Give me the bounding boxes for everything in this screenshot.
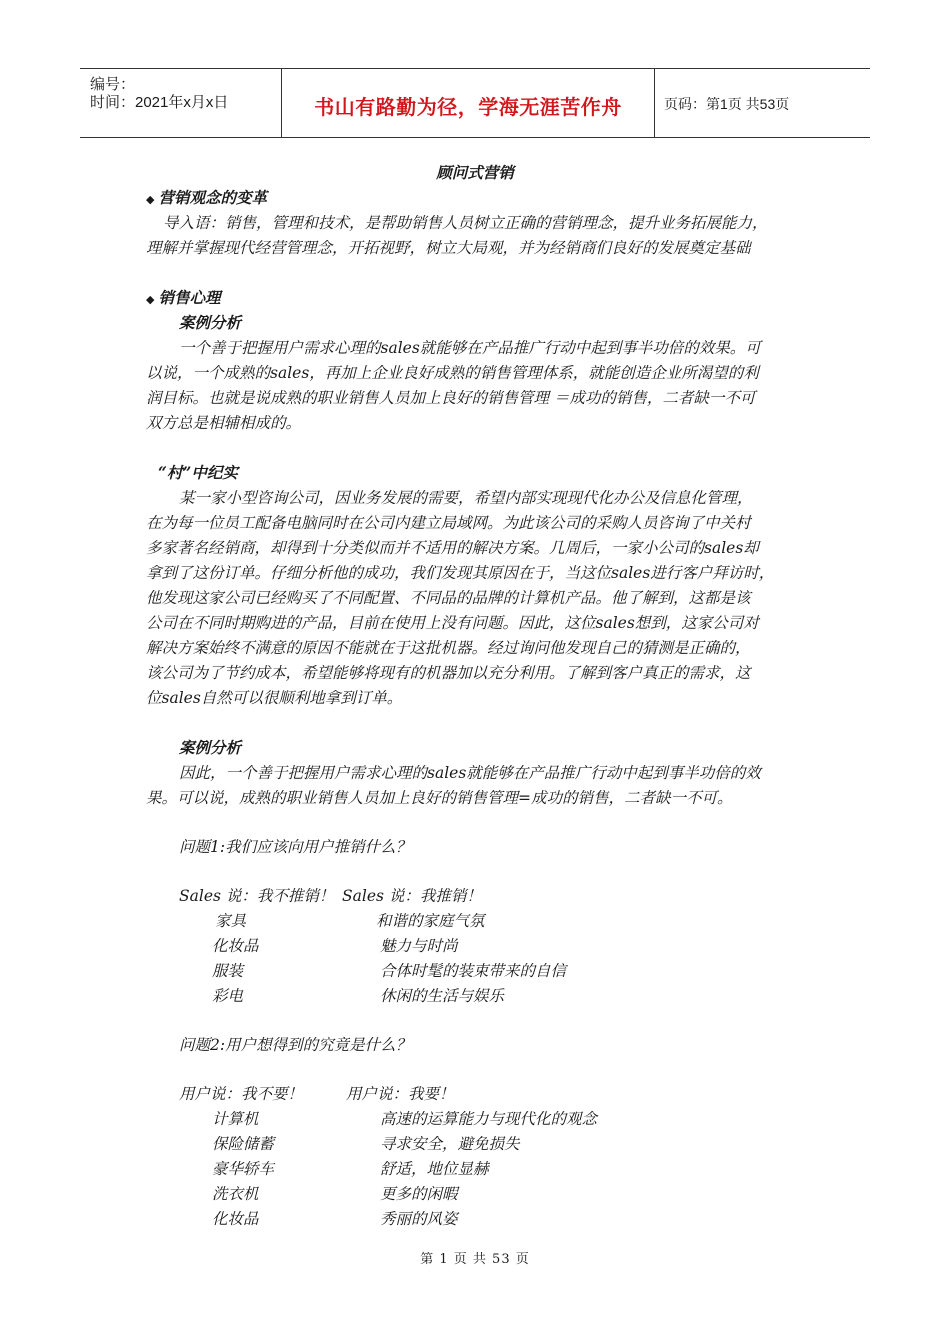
story-heading: “村”中纪实 xyxy=(158,463,238,482)
q1-item-right: 魅力与时尚 xyxy=(380,937,458,955)
paragraph-line: 润目标。也就是说成熟的职业销售人员加上良好的销售管理 ＝成功的销售，二者缺一不可 xyxy=(146,389,756,407)
page-number-label: 页码：第1页 共53页 xyxy=(664,96,790,112)
case-analysis-heading: 案例分析 xyxy=(179,738,242,757)
paragraph-line: 位sales自然可以很顺利地拿到订单。 xyxy=(146,689,403,707)
diamond-bullet-icon: ◆ xyxy=(146,193,155,206)
q1-item-right: 休闲的生活与娱乐 xyxy=(380,987,505,1005)
paragraph-line: 解决方案始终不满意的原因不能就在于这批机器。经过询问他发现自己的猜测是正确的， xyxy=(146,639,751,657)
serial-label: 编号： xyxy=(90,76,136,93)
q2-item-left: 计算机 xyxy=(212,1110,259,1128)
q2-item-right: 寻求安全，避免损失 xyxy=(380,1135,520,1153)
paragraph-line: 某一家小型咨询公司，因业务发展的需要，希望内部实现现代化办公及信息化管理， xyxy=(179,489,753,507)
q1-item-left: 化妆品 xyxy=(212,937,259,955)
q2-item-left: 化妆品 xyxy=(212,1210,259,1228)
page-header xyxy=(80,68,870,138)
header-meta-cell xyxy=(80,69,281,137)
case-analysis-heading: 案例分析 xyxy=(179,313,242,332)
header-page-cell xyxy=(654,69,870,137)
header-motto-cell xyxy=(281,69,655,137)
q1-header-right: Sales 说：我推销！ xyxy=(342,887,482,905)
q1-item-right: 合体时髦的装束带来的自信 xyxy=(380,962,567,980)
intro-line: 理解并掌握现代经营管理念，开拓视野，树立大局观，并为经销商们良好的发展奠定基础 xyxy=(146,239,751,257)
q2-item-right: 舒适，地位显赫 xyxy=(380,1160,489,1178)
question-2: 问题2:用户想得到的究竟是什么？ xyxy=(179,1036,412,1054)
section-heading-psychology: ◆ 销售心理 xyxy=(146,288,221,307)
paragraph-line: 他发现这家公司已经购买了不同配置、不同品的品牌的计算机产品。他了解到，这都是该 xyxy=(146,589,751,607)
paragraph-line: 该公司为了节约成本，希望能够将现有的机器加以充分利用。了解到客户真正的需求，这 xyxy=(146,664,751,682)
paragraph-line: 公司在不同时期购进的产品，目前在使用上没有问题。因此，这位sales想到，这家公司对 xyxy=(146,614,759,632)
paragraph-line: 果。可以说，成熟的职业销售人员加上良好的销售管理=成功的销售，二者缺一不可。 xyxy=(146,789,733,807)
page-footer: 第 1 页 共 53 页 xyxy=(420,1252,530,1267)
motto: 书山有路勤为径，学海无涯苦作舟 xyxy=(314,97,622,119)
date-label: 时间：2021年x月x日 xyxy=(90,94,229,111)
paragraph-line: 一个善于把握用户需求心理的sales就能够在产品推广行动中起到事半功倍的效果。可 xyxy=(179,339,761,357)
q2-item-left: 豪华轿车 xyxy=(212,1160,275,1178)
paragraph-line: 在为每一位员工配备电脑同时在公司内建立局域网。为此该公司的采购人员咨询了中关村 xyxy=(146,514,751,532)
q2-item-right: 高速的运算能力与现代化的观念 xyxy=(380,1110,598,1128)
q1-item-left: 服装 xyxy=(212,962,244,980)
q1-item-right: 和谐的家庭气氛 xyxy=(376,912,485,930)
q2-header-left: 用户说：我不要！ xyxy=(179,1085,304,1103)
q1-item-left: 家具 xyxy=(215,912,247,930)
paragraph-line: 以说，一个成熟的sales，再加上企业良好成熟的销售管理体系，就能创造企业所渴望的利 xyxy=(146,364,759,382)
q2-item-right: 更多的闲暇 xyxy=(380,1185,458,1203)
q2-item-left: 保险储蓄 xyxy=(212,1135,275,1153)
q1-item-left: 彩电 xyxy=(212,987,244,1005)
intro-line: 导入语：销售，管理和技术，是帮助销售人员树立正确的营销理念，提升业务拓展能力， xyxy=(163,214,768,232)
doc-title: 顾问式营销 xyxy=(436,163,514,182)
q2-item-right: 秀丽的风姿 xyxy=(380,1210,458,1228)
paragraph-line: 因此，一个善于把握用户需求心理的sales就能够在产品推广行动中起到事半功倍的效 xyxy=(179,764,761,782)
section-heading-concept: ◆ 营销观念的变革 xyxy=(146,188,267,207)
q2-item-left: 洗衣机 xyxy=(212,1185,259,1203)
q2-header-right: 用户说：我要！ xyxy=(346,1085,455,1103)
question-1: 问题1:我们应该向用户推销什么？ xyxy=(179,838,412,856)
diamond-bullet-icon: ◆ xyxy=(146,293,155,306)
paragraph-line: 多家著名经销商，却得到十分类似而并不适用的解决方案。几周后，一家小公司的sales却 xyxy=(146,539,759,557)
q1-header-left: Sales 说：我不推销！ xyxy=(179,887,335,905)
paragraph-line: 拿到了这份订单。仔细分析他的成功，我们发现其原因在于，当这位sales进行客户拜访时， xyxy=(146,564,775,582)
paragraph-line: 双方总是相辅相成的。 xyxy=(146,414,302,432)
